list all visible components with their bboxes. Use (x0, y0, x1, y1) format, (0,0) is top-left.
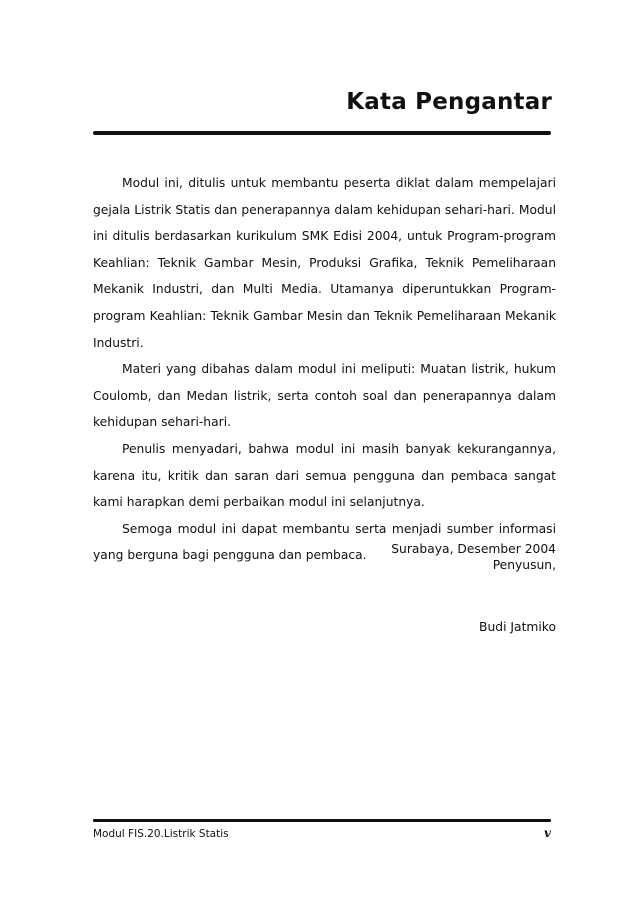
signature-place-date: Surabaya, Desember 2004 (391, 542, 556, 556)
paragraph-3: Penulis menyadari, bahwa modul ini masih banyak kekurangannya, karena itu, kritik dan saran dari semua pengguna dan pembaca sangat kami harapkan demi perbaikan modul ini selanjutnya. (93, 441, 556, 510)
signature-role: Penyusun, (492, 558, 556, 572)
preface-body (93, 170, 556, 569)
page-title: Kata Pengantar (346, 89, 552, 115)
paragraph-1: Modul ini, ditulis untuk membantu peserta diklat dalam mempelajari gejala Listrik Statis dan penerapannya dalam kehidupan sehari-hari. Modul ini ditulis berdasarkan kurikulum SMK Edisi 2004, untuk Program-program Keahlian: Teknik Gambar Mesin, Produksi Grafika, Teknik Pemeliharaan Mekanik Industri, dan Multi Media. Utamanya diperuntukkan Program-program Keahlian: Teknik Gambar Mesin dan Teknik Pemeliharaan Mekanik Industri. (93, 176, 556, 350)
signature-name: Budi Jatmiko (479, 620, 556, 634)
paragraph-2: Materi yang dibahas dalam modul ini meliputi: Muatan listrik, hukum Coulomb, dan Medan listrik, serta contoh soal dan penerapannya dalam kehidupan sehari-hari. (93, 362, 556, 430)
title-underline (93, 131, 551, 135)
footer-rule (93, 819, 551, 822)
footer-module-name: Modul FIS.20.Listrik Statis (93, 828, 229, 840)
footer-page-number: v (544, 826, 551, 840)
paragraph-4: Semoga modul ini dapat membantu serta menjadi sumber informasi yang berguna bagi pengguna dan pembaca. (93, 521, 556, 563)
